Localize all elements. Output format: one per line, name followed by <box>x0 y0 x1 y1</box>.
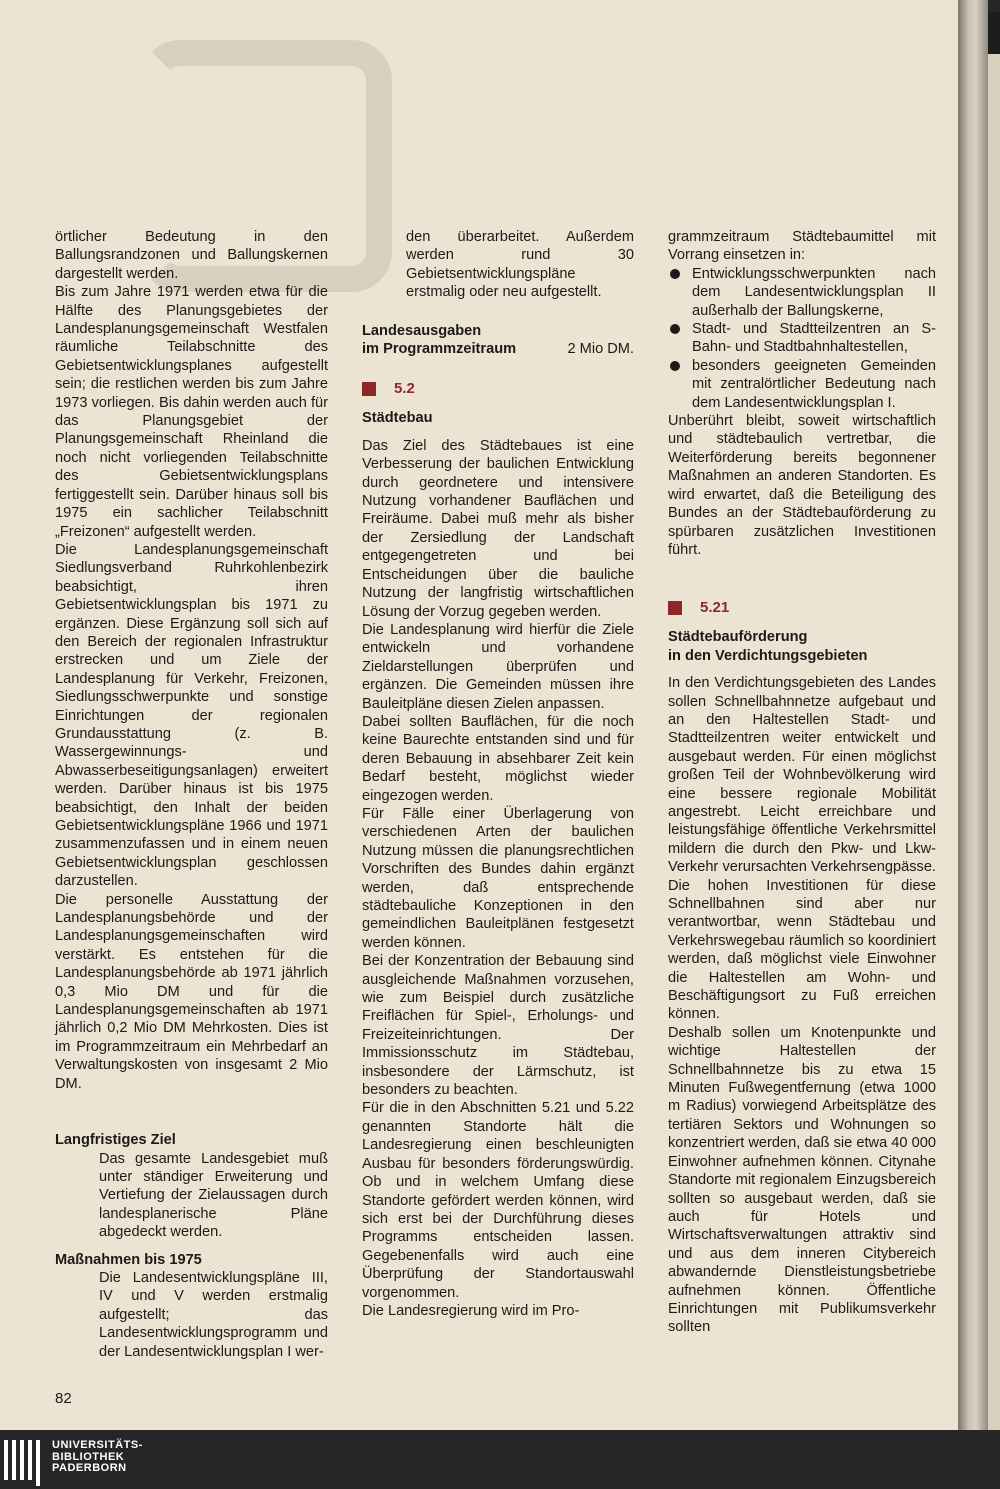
paragraph: Für die in den Abschnitten 5.21 und 5.22 genannten Standorte hält die Landesregierung einen beschleunigten Ausbau für besonders förderungswürdig. Ob und in welchem Umfang diese Standorte gefördert werden können, wird sich erst bei der Durchführung dieses Programms entscheiden lassen. Gegebenenfalls wird auch eine Überprüfung der Standortauswahl vorgenommen. <box>362 1100 634 1301</box>
paragraph: Bei der Konzentration der Bebauung sind ausgleichende Maßnahmen vorzusehen, wie zum Beispiel durch zusätzliche Freiflächen für Spiel-, Erholungs- und Freizeiteinrichtungen. Der Immissionsschutz im Städtebau, insbesondere der Lärmschutz, ist besonders zu beachten. <box>362 953 634 1099</box>
section-5-21 <box>668 597 936 619</box>
paragraph: Deshalb sollen um Knotenpunkte und wichtige Haltestellen der Schnellbahnnetze bis zu etwa 15 Minuten Fußwegentfernung (etwa 1000 m Radius) vorwiegend Arbeitsplätze des tertiären Sektors und Wohnungen so konzentriert werden, daß sie etwa 40 000 Einwohner aufnehmen können. Citynahe Standorte mit regionalem Einzugsbereich sollten so ausgebaut werden, daß sie auch für Hotels und Wirtschaftsverwaltungen attraktiv sind und aus dem inneren Citybereich abwandernde Dienstleistungsbetriebe aufnehmen können. Öffentliche Einrichtungen mit Publikumsverkehr sollten <box>668 1024 936 1336</box>
paragraph: Die Landesentwicklungspläne III, IV und V werden erstmalig aufgestellt; das Landesentwicklungsprogramm und der Landesentwicklungsplan I wer- <box>99 1269 328 1360</box>
library-line: BIBLIOTHEK <box>52 1450 125 1463</box>
landesausgaben <box>362 322 634 359</box>
paragraph: Die Landesplanungsgemeinschaft Siedlungsverband Ruhrkohlenbezirk beabsichtigt, ihren Gebietsentwicklungsplan bis 1971 zu ergänzen. Diese Ergänzung soll sich auf den Bereich der regionalen Infrastruktur erstrecken und um Ziele der Landesplanung für Verkehr, Freizonen, Siedlungsschwerpunkte und sonstige Einrichtungen der regionalen Grundausstattung (z. B. Wassergewinnungs- und Abwasserbeseitigungsanlagen) erweitert werden. Darüber hinaus ist bis 1975 beabsichtigt, den Inhalt der beiden Gebietsentwicklungspläne 1966 und 1971 zusammenzufassen und in einem neuen Gebietsentwicklungsplan geschlossen darzustellen. <box>55 541 328 890</box>
paragraph: den überarbeitet. Außerdem werden rund 30 Gebietsentwicklungspläne erstmalig oder neu aufgestellt. <box>406 229 634 301</box>
library-line: PADERBORN <box>52 1462 127 1474</box>
section-number: 5.2 <box>394 380 415 398</box>
heading-massnahmen: Maßnahmen bis 1975 <box>55 1251 202 1268</box>
column-1 <box>55 228 328 1361</box>
page-edge <box>958 0 988 1430</box>
section-marker-icon <box>668 601 682 615</box>
library-line: UNIVERSITÄTS- <box>52 1439 143 1451</box>
paragraph: Die personelle Ausstattung der Landesplanungsbehörde und der Landesplanungsgemeinschaften wird verstärkt. Es entstehen für die Landesplanungsbehörde ab 1971 jährlich 0,3 Mio DM und für die Landesplanungsgemeinschaften ab 1971 jährlich 0,2 Mio DM Mehrkosten. Dies ist im Programmzeitraum ein Mehrbedarf an Verwaltungskosten von insgesamt 2 Mio DM. <box>55 891 328 1092</box>
heading-langfristiges-ziel: Langfristiges Ziel <box>55 1132 176 1149</box>
section-title: Städtebau <box>362 410 433 427</box>
library-logo-icon <box>4 1440 44 1486</box>
list-item: Stadt- und Stadtteilzentren an S-Bahn- und Stadtbahnhaltestellen, <box>668 320 936 357</box>
section-number: 5.21 <box>700 599 730 617</box>
page-number: 82 <box>55 1390 72 1407</box>
section-marker-icon <box>362 382 376 396</box>
paragraph: Unberührt bleibt, soweit wirtschaftlich und städtebaulich vertretbar, die Weiterförderung bereits begonnener Maßnahmen an anderen Standorten. Es wird erwartet, daß die Beteiligung des Bundes an der Städtebauförderung zu spürbaren zusätzlichen Investitionen führt. <box>668 413 936 558</box>
paragraph: Das Ziel des Städtebaues ist eine Verbesserung der baulichen Entwicklung durch geordnetere und intensivere Nutzung vorhandener Bauflächen und Freiräume. Dabei muß mehr als bisher der Zersiedlung der Landschaft entgegengetreten und bei Entscheidungen über die bauliche Nutzung der langfristig wirtschaftlichen Lösung der Vorzug gegeben werden. <box>362 437 634 620</box>
landesausgaben-label: im Programmzeitraum <box>362 341 517 358</box>
section-title: Städtebauförderung <box>668 629 808 646</box>
list-item: besonders geeigneten Gemeinden mit zentralörtlicher Bedeutung nach dem Landesentwicklungsplan I. <box>668 357 936 412</box>
paragraph: Die Landesregierung wird im Pro- <box>362 1302 580 1319</box>
paragraph: Dabei sollten Bauflächen, für die noch keine Baurechte entstanden sind und für deren Bebauung in absehbarer Zeit kein Bedarf besteht, möglichst wieder eingezogen werden. <box>362 713 634 804</box>
column-3 <box>668 228 936 1337</box>
paragraph: örtlicher Bedeutung in den Ballungsrandzonen und Ballungskernen dargestellt werden. <box>55 229 328 282</box>
paragraph: Das gesamte Landesgebiet muß unter ständiger Erweiterung und Vertiefung der Zielaussagen durch landesplanerische Pläne abgedeckt werden. <box>99 1150 328 1241</box>
paragraph: Die Landesplanung wird hierfür die Ziele entwickeln und vorhandene Zieldarstellungen überprüfen und ergänzen. Die Gemeinden müssen ihre Bauleitpläne diesen Zielen anpassen. <box>362 621 634 712</box>
section-title: in den Verdichtungsgebieten <box>668 647 868 664</box>
landesausgaben-value: 2 Mio DM. <box>567 341 634 358</box>
column-2 <box>362 228 634 1320</box>
bullet-list <box>668 265 936 412</box>
landesausgaben-label: Landesausgaben <box>362 322 482 339</box>
paragraph: grammzeitraum Städtebaumittel mit Vorrang einsetzen in: <box>668 229 936 264</box>
paragraph: In den Verdichtungsgebieten des Landes sollen Schnellbahnnetze aufgebaut und an den Haltestellen Stadt- und Stadtteilzentren weiter entwickelt und ausgebaut werden. Für einen möglichst großen Teil der Wohnbevölkerung wird eine bessere regionale Mobilität angestrebt. Leicht erreichbare und leistungsfähige öffentliche Verkehrsmittel mildern die durch den Pkw- und Lkw-Verkehr verursachten Verkehrsengpässe. Die hohen Investitionen für diese Schnellbahnen sind aber nur verantwortbar, wenn Städtebau und Verkehrswegebau räumlich so koordiniert werden, daß möglichst viele Einwohner die Haltestellen am Wohn- und Beschäftigungsort zu Fuß erreichen können. <box>668 675 936 1023</box>
section-5-2 <box>362 378 634 400</box>
library-footer <box>0 1436 250 1489</box>
paragraph: Bis zum Jahre 1971 werden etwa für die Hälfte des Planungsgebietes der Landesplanungsgemeinschaft Westfalen räumliche Teilabschnitte des Gebietsentwicklungsplanes aufgestellt sein; die restlichen werden bis zum Jahre 1973 vorliegen. Bis dahin werden auch für das Planungsgebiet der Planungsgemeinschaft Rheinland die noch nicht vorliegenden Teilabschnitte des Gebietsentwicklungsplans fertiggestellt sein. Darüber hinaus soll bis 1975 ein sachlicher Teilabschnitt „Freizonen“ aufgestellt werden. <box>55 284 328 540</box>
library-name <box>52 1440 143 1475</box>
list-item: Entwicklungsschwerpunkten nach dem Landesentwicklungsplan II außerhalb der Ballungskerne, <box>668 265 936 320</box>
paragraph: Für Fälle einer Überlagerung von verschiedenen Arten der baulichen Nutzung müssen die planungsrechtlichen Vorschriften des Bundes dahin ergänzt werden, daß entsprechende städtebauliche Konzeptionen in den gemeindlichen Bauleitplänen festgesetzt werden können. <box>362 805 634 951</box>
